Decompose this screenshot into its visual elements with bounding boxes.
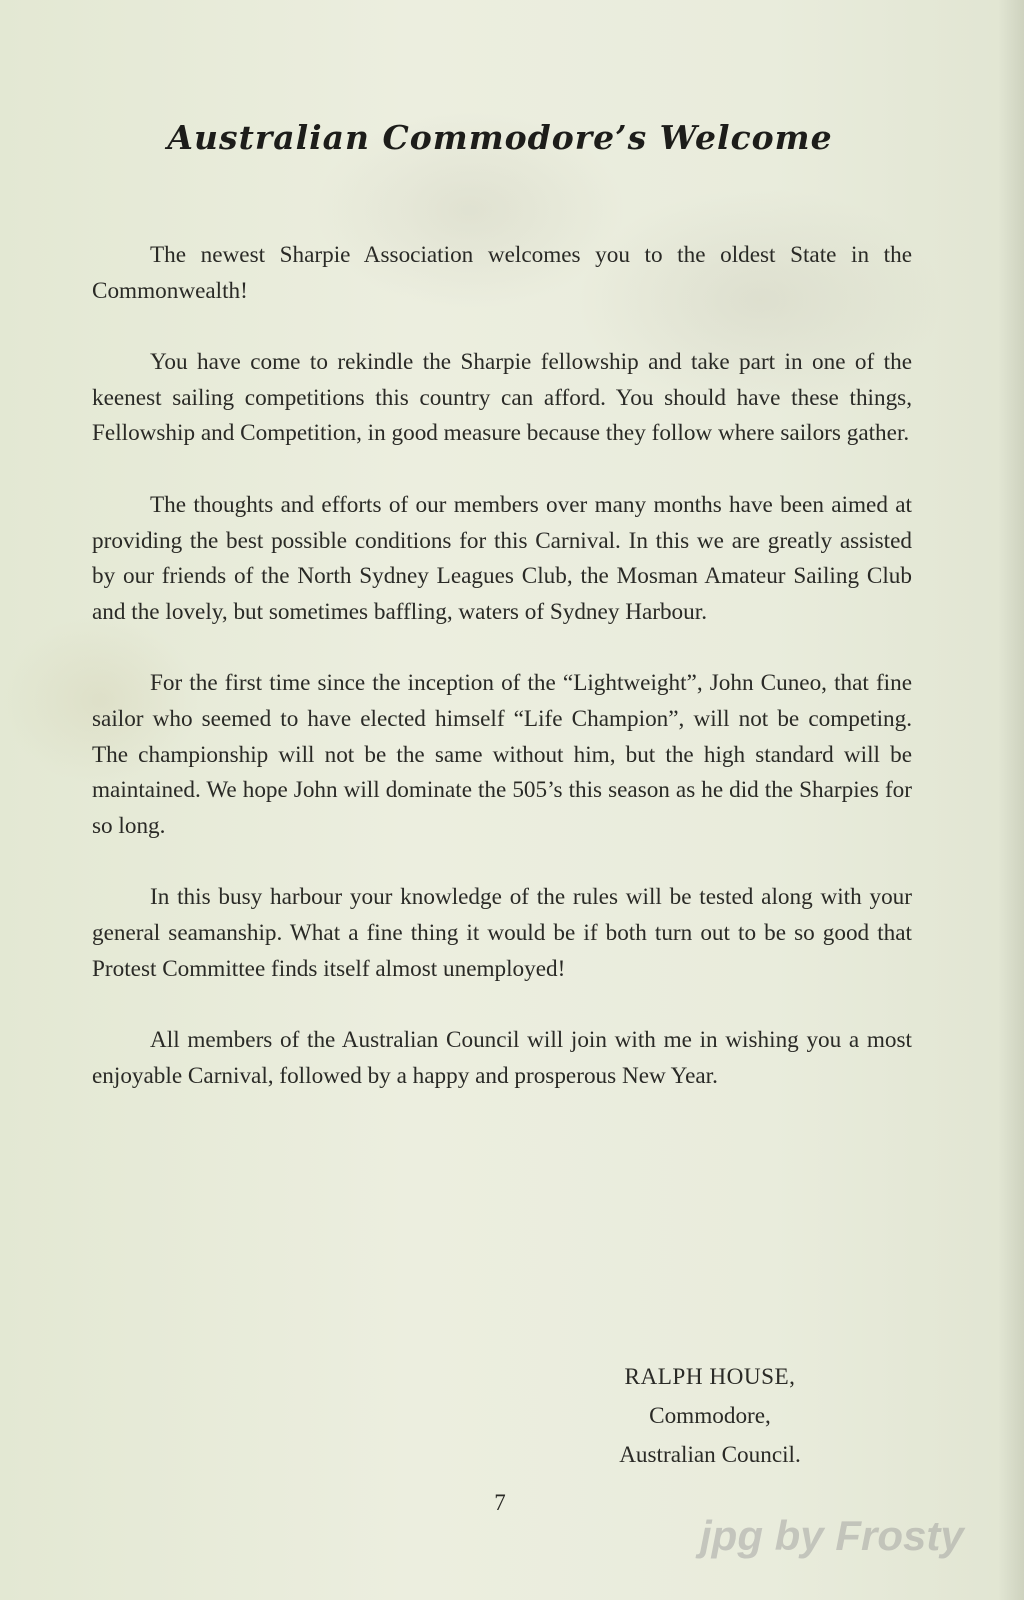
signatory-name: RALPH HOUSE, — [624, 1364, 796, 1390]
page-number: 7 — [494, 1490, 506, 1515]
signatory-role: Commodore, — [649, 1403, 771, 1429]
signatory-organization: Australian Council. — [619, 1442, 801, 1468]
letter-body — [92, 238, 912, 1130]
paragraph-5: In this busy harbour your knowledge of the rules will be tested along with your general seamanship. What a fine thing it would be if both turn out to be so good that Protest Committee finds itself almost unemployed! — [92, 884, 912, 982]
paragraph-6: All members of the Australian Council will join with me in wishing you a most enjoyable Carnival, followed by a happy and prosperous New Year. — [92, 1027, 912, 1089]
paragraph-4: For the first time since the inception of the “Lightweight”, John Cuneo, that fine sailor who seemed to have elected himself “Life Champion”, will not be competing. The championship will not be the same without him, but the high standard will be maintained. We hope John will dominate the 505’s this season as he did the Sharpies for so long. — [92, 670, 912, 839]
page-spine-shadow — [998, 0, 1024, 1600]
paragraph-1: The newest Sharpie Association welcomes you to the oldest State in the Commonwealth! — [92, 242, 912, 304]
watermark: jpg by Frosty — [700, 1512, 964, 1559]
paragraph-2: You have come to rekindle the Sharpie fellowship and take part in one of the keenest sailing competitions this country can afford. You should have these things, Fellowship and Competition, in good measure because they follow where sailors gather. — [92, 349, 912, 447]
signature-block — [560, 1358, 860, 1475]
paragraph-3: The thoughts and efforts of our members over many months have been aimed at providing the best possible conditions for this Carnival. In this we are greatly assisted by our friends of the North Sydney Leagues Club, the Mosman Amateur Sailing Club and the lovely, but sometimes baffling, waters of Sydney Harbour. — [92, 491, 912, 625]
page-title: Australian Commodore’s Welcome — [167, 118, 833, 157]
